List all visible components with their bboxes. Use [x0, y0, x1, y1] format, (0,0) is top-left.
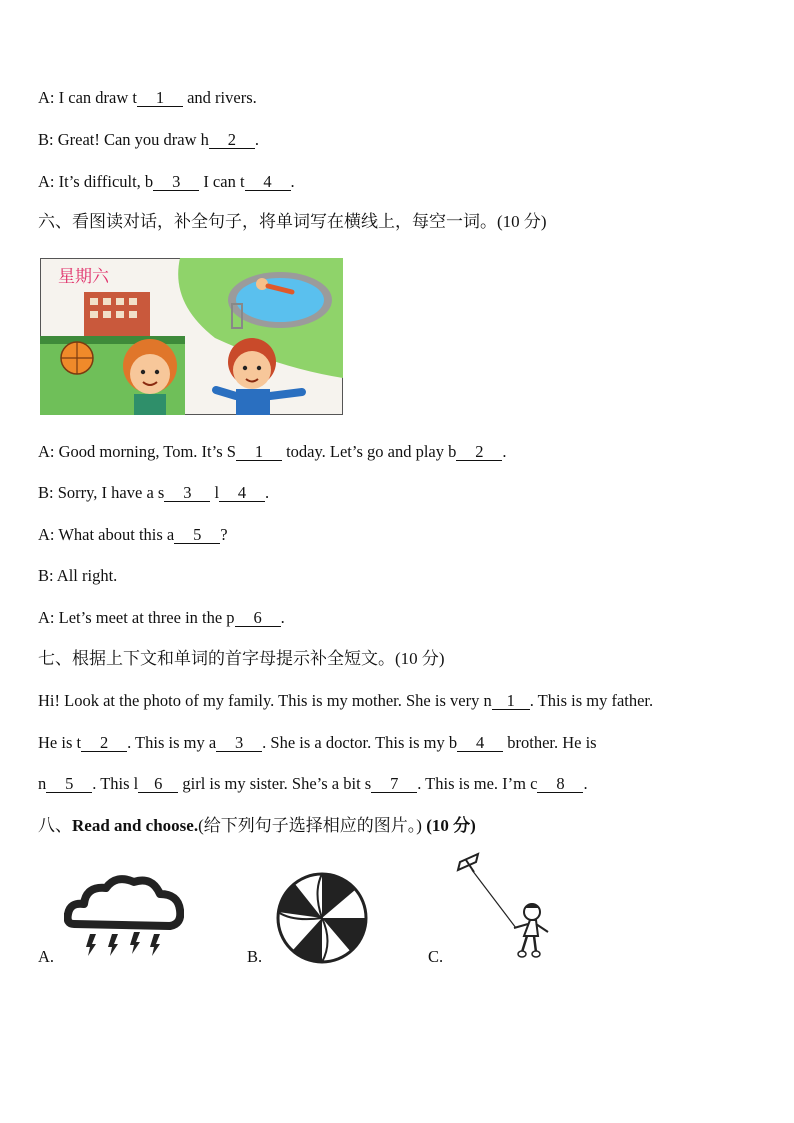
text: . She is a doctor. This is my b	[262, 733, 458, 752]
text: .	[280, 608, 285, 627]
s6-line-4: B: All right.	[38, 566, 118, 585]
s5-line-3	[38, 172, 295, 192]
text: .	[583, 774, 588, 793]
blank-3[interactable]: 3	[153, 174, 199, 191]
s5-line-1	[38, 88, 257, 108]
text: . This l	[92, 774, 139, 793]
text: (给下列句子选择相应的图片。)	[198, 816, 427, 835]
s7-line-2	[38, 733, 597, 753]
text: girl is my sister. She’s a bit s	[178, 774, 372, 793]
text: .	[502, 442, 507, 461]
blank-1[interactable]: 1	[236, 444, 282, 461]
blank-3[interactable]: 3	[164, 485, 210, 502]
text: I can t	[199, 172, 245, 191]
text: A: What about this a	[38, 525, 175, 544]
text: A: Good morning, Tom. It’s S	[38, 442, 236, 461]
blank-4[interactable]: 4	[219, 485, 265, 502]
text: .	[254, 130, 260, 149]
boy2-arm	[270, 392, 302, 396]
rain-cloud-icon[interactable]	[64, 872, 184, 964]
weekend-scene-picture	[40, 258, 343, 415]
kite-boy-icon[interactable]	[452, 850, 552, 964]
blank-6[interactable]: 6	[138, 776, 178, 793]
s6-line-3	[38, 525, 228, 545]
text: B: Sorry, I have a s	[38, 483, 165, 502]
s5-line-2	[38, 130, 259, 150]
s6-line-5	[38, 608, 285, 628]
text: n	[38, 774, 47, 793]
blank-6[interactable]: 6	[235, 610, 281, 627]
text: and rivers.	[182, 88, 257, 107]
text: (10 分)	[426, 816, 476, 835]
text: .	[290, 172, 295, 191]
blank-7[interactable]: 7	[371, 776, 417, 793]
boy1-face	[130, 354, 170, 394]
blank-4[interactable]: 4	[245, 174, 291, 191]
blank-8[interactable]: 8	[537, 776, 583, 793]
blank-2[interactable]: 2	[209, 132, 255, 149]
option-b-label: B.	[247, 947, 263, 966]
beach-ball-icon[interactable]	[273, 872, 371, 964]
blank-3[interactable]: 3	[216, 735, 262, 752]
section6-heading: 六、看图读对话，补全句子，将单词写在横线上，每空一词。(10 分)	[38, 212, 547, 231]
boy1-jacket	[134, 394, 166, 415]
blank-1[interactable]: 1	[492, 693, 530, 710]
text: brother. He is	[503, 733, 597, 752]
weekend-scene-svg	[40, 258, 343, 415]
text: Hi! Look at the photo of my family. This is my mother. She is very n	[38, 691, 492, 710]
blank-1[interactable]: 1	[137, 90, 183, 107]
text: He is t	[38, 733, 82, 752]
text: Read and choose.	[72, 816, 199, 835]
text: ?	[220, 525, 228, 544]
picture-day-label: 星期六	[58, 267, 109, 287]
s6-line-2	[38, 483, 269, 503]
option-c-label: C.	[428, 947, 444, 966]
boy2-face	[233, 351, 271, 389]
text: .	[265, 483, 270, 502]
s6-line-1	[38, 442, 507, 462]
text: . This is me. I’m c	[417, 774, 538, 793]
section7-heading: 七、根据上下文和单词的首字母提示补全短文。(10 分)	[38, 649, 445, 668]
text: 八、	[38, 816, 72, 835]
s7-line-3	[38, 774, 588, 794]
text: A: Let’s meet at three in the p	[38, 608, 235, 627]
blank-2[interactable]: 2	[81, 735, 127, 752]
blank-2[interactable]: 2	[456, 444, 502, 461]
blank-5[interactable]: 5	[174, 527, 220, 544]
option-a-label: A.	[38, 947, 55, 966]
text: l	[210, 483, 220, 502]
blank-4[interactable]: 4	[457, 735, 503, 752]
text: today. Let’s go and play b	[281, 442, 457, 461]
text: . This is my a	[127, 733, 217, 752]
blank-5[interactable]: 5	[46, 776, 92, 793]
text: A: I can draw t	[38, 88, 137, 107]
section8-heading	[38, 816, 476, 836]
boy2-shirt	[236, 389, 270, 415]
text: . This is my father.	[529, 691, 654, 710]
pool-water	[236, 278, 324, 322]
s7-line-1	[38, 691, 653, 711]
text: B: Great! Can you draw h	[38, 130, 209, 149]
swimmer-head	[256, 278, 268, 290]
text: A: It’s difficult, b	[38, 172, 154, 191]
